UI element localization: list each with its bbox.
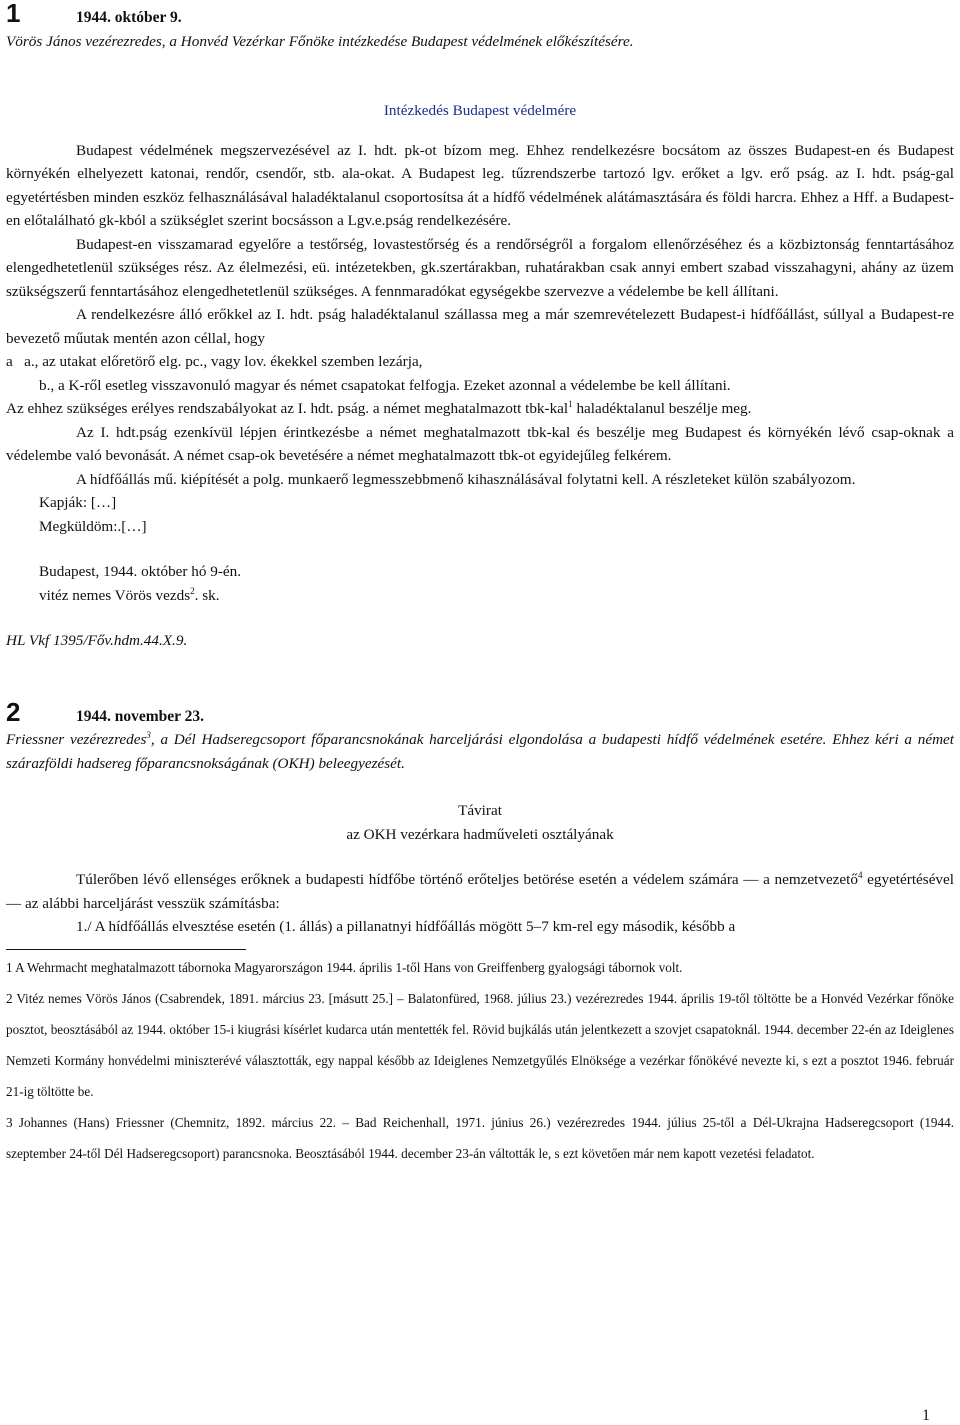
entry1-paragraph-5: Az I. hdt.pság ezenkívül lépjen érintkezésbe a német meghatalmazott tbk-kal és beszélje meg Budapest és környékén lévő csap-oknak a védelembe való bevonását. A német csap-ok bevetésére a német meghatalmazott tbk-ot egyidejűleg felkérem. (6, 423, 954, 464)
entry2-subtitle-text: Friessner vezérezredes (6, 731, 147, 748)
entry2-date: 1944. november 23. (76, 707, 205, 725)
entry1-paragraph-2: Budapest-en visszamarad egyelőre a testőrség, lovastestőrség és a rendőrségről a forgalom ellenőrzéséhez és a közbiztonság fenntartásához elengedhetetlenül szükséges rész. Az élelmezési, eü. intézetekben, gk.szertárakban, ruhatárakban csak annyi embert szabad visszahagyni, ahány az üzem szükségszerű fenntartásához elengedhetetlenül szükséges. A fennmaradókat egységekbe szervezve a védelembe be kell állítani. (6, 235, 954, 300)
entry1-paragraph-1: Budapest védelmének megszervezésével az I. hdt. pk-ot bízom meg. Ehhez rendelkezésre bocsátom az összes Budapest-en és Budapest környékén elhelyezett katonai, rendőr, csendőr, stb. ala-okat. A Budapest leg. tűzrendszerbe tartozó lgv. erőket a lgv. erő pság. az I. hdt. pság-gal egyetértésben minden eszköz felhasználásával haladéktalanul csoportosítsa át a hídfő védelmének alátámasztására és földi harcra. Ehhez a Hff. a Budapest-en előtalálható gk-kból a szükséglet szerint bocsásson a Lgv.e.pság rendelkezésére. (6, 141, 954, 229)
footnote-ref-1: 1 (568, 398, 573, 409)
entry1-paragraph-3a: a a., az utakat előretörő elg. pc., vagy lov. ékekkel szemben lezárja, (6, 353, 423, 370)
entry2-paragraph-2: 1./ A hídfőállás elvesztése esetén (1. állás) a pillanatnyi hídfőállás mögött 5–7 km-rel egy második, később a (76, 918, 736, 935)
footnote-separator (6, 949, 246, 950)
entry2-p1-text: Túlerőben lévő ellenséges erőknek a budapesti hídfőbe történő erőteljes betörése esetén a védelem számára — a nemzetvezető (76, 871, 858, 888)
entry1-paragraph-4 (6, 397, 954, 421)
signature-suffix: . sk. (194, 586, 220, 604)
entry1-date: 1944. október 9. (76, 9, 182, 26)
footnote-2: 2 Vitéz nemes Vörös János (Csabrendek, 1891. március 23. [másutt 25.] – Balatonfüred, 1968. július 23.) vezérezredes 1944. április 19-től töltötte be a Honvéd Vezérkar főnöke posztot, beosztásából az 1944. október 15-i kiugrási kísérlet kudarca után mentették fel. Rövid bujkálás után jelentkezett a szovjet csapatoknál. 1944. december 22-én az Ideiglenes Nemzeti Kormány honvédelmi miniszterévé választották, egy nappal később az Ideiglenes Nemzetgyűlés Elnöksége a vezérkar főnökévé nevezte ki, s ezt a posztot 1946. február 21-ig töltötte be. (6, 990, 954, 1099)
footnote-ref-3: 3 (146, 729, 151, 740)
entry1-paragraph-6: A hídfőállás mű. kiépítését a polg. munkaerő legmesszebbmenő kihasználásával folytatni kell. A részleteket külön szabályozom. (76, 470, 856, 488)
footnote-ref-2: 2 (190, 585, 195, 596)
footnotes (6, 952, 954, 1169)
entry2-header (6, 696, 954, 729)
entry2-p1-text-end: egyetértésével — az alábbi harceljárást vesszük számításba: (6, 871, 954, 912)
footnote-ref-4: 4 (857, 869, 863, 880)
footnote-3: 3 Johannes (Hans) Friessner (Chemnitz, 1892. március 22. – Bad Reichenhall, 1971. június 26.) vezérezredes 1944. július 25-től a Dél-Ukrajna Hadseregcsoport (1944. szeptember 24-től Dél Hadseregcsoport) parancsnoka. Beosztásából 1944. december 23-án váltották le, s ezt követően már nem kapott vezetési feladatot. (6, 1114, 954, 1161)
page-number: 1 (922, 1407, 930, 1424)
entry1-number: 1 (6, 0, 21, 28)
entry1-p4-text: Az ehhez szükséges erélyes rendszabályokat az I. hdt. pság. a német meghatalmazott tbk-kal (6, 400, 569, 417)
signature-text: vitéz nemes Vörös vezds (39, 586, 191, 604)
entry1-subtitle: Vörös János vezérezredes, a Honvéd Vezérkar Főnöke intézkedése Budapest védelmének előkészítésére. (6, 32, 634, 50)
entry2-heading-1: Távirat (458, 802, 502, 819)
footnote-1: 1 A Wehrmacht meghatalmazott tábornoka Magyarországon 1944. április 1-től Hans von Greiffenberg gyalogsági tábornok volt. (6, 959, 683, 975)
entry1-heading: Intézkedés Budapest védelmére (383, 102, 577, 119)
entry2-paragraph-1 (6, 868, 954, 915)
entry1-signature (6, 584, 954, 608)
entry1-source: HL Vkf 1395/Főv.hdm.44.X.9. (6, 632, 188, 649)
entry1-paragraph-3: A rendelkezésre álló erőkkel az I. hdt. pság haladéktalanul szállassa meg a már szemrevételezett Budapest-i hídfőállást, súllyal a Budapest-re bevezető műutak mentén azon céllal, hogy (6, 306, 954, 347)
entry1-place-date: Budapest, 1944. október hó 9-én. (39, 563, 242, 580)
entry2-subtitle (6, 728, 954, 775)
entry1-kapjak: Kapják: […] (39, 494, 117, 511)
entry2-subtitle-text-end: , a Dél Hadseregcsoport főparancsnokának harceljárási elgondolása a budapesti hídfő védelmének esetére. Ehhez kéri a német szárazföldi hadsereg főparancsnokságának (OKH) beleegyezését. (6, 731, 954, 772)
entry2-number: 2 (6, 696, 21, 727)
entry2-heading-2: az OKH vezérkara hadműveleti osztályának (346, 825, 614, 843)
entry1-paragraph-3b: b., a K-ről esetleg visszavonuló magyar és német csapatokat felfogja. Ezeket azonnal a védelembe be kell állítani. (39, 376, 731, 394)
entry1-p4-text-end: haladéktalanul beszélje meg. (572, 400, 752, 417)
document-page (6, 0, 954, 1169)
entry1-header (6, 2, 954, 30)
entry1-megkuldom: Megküldöm:.[…] (39, 517, 147, 535)
